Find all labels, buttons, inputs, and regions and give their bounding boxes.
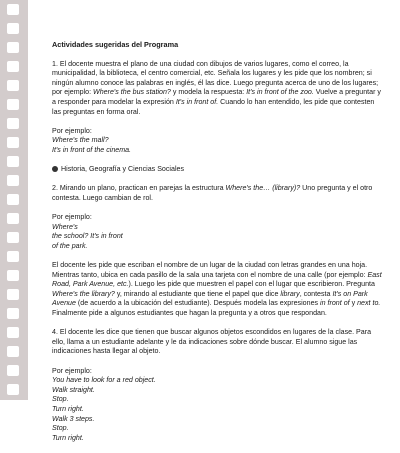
text-run: , contesta	[299, 289, 333, 298]
binder-hole	[7, 4, 19, 15]
binder-hole	[7, 270, 19, 281]
text-run: 2. Mirando un plano, practican en parejas la estructura	[52, 184, 226, 193]
text-run: y, mirando al estudiante que tiene el papel que dice	[114, 289, 281, 298]
example-line: Walk straight.	[52, 385, 95, 394]
italic-run: Where's the library?	[52, 289, 115, 298]
example-line: Stop.	[52, 395, 69, 404]
activity-2-paragraph	[52, 184, 382, 203]
activity-4-paragraph	[52, 328, 382, 357]
binder-hole	[7, 346, 19, 357]
example-line: Where's the mall?	[52, 136, 109, 145]
italic-run: It's in front of the zoo.	[246, 88, 314, 97]
binder-hole	[7, 365, 19, 376]
activity-3-paragraph	[52, 261, 382, 319]
example-line: Stop.	[52, 424, 69, 433]
subject-label: Historia, Geografía y Ciencias Sociales	[61, 165, 185, 174]
example-2	[52, 213, 382, 251]
italic-run: library	[280, 289, 300, 298]
binder-hole	[7, 23, 19, 34]
italic-run: Where's the… (library)?	[225, 184, 301, 193]
italic-run: next to.	[357, 299, 381, 308]
italic-run: It's on Park Avenue	[52, 289, 368, 308]
example-line: the school? It's in front	[52, 232, 123, 241]
binder-hole	[7, 194, 19, 205]
text-run: y	[349, 299, 358, 308]
text-run: (de acuerdo a la ubicación del estudiante). Después modela las expresiones	[75, 299, 321, 308]
example-line: Walk 3 steps.	[52, 414, 95, 423]
binder-hole	[7, 327, 19, 338]
example-line: Turn right.	[52, 433, 84, 442]
page-title: Actividades sugeridas del Programa	[52, 40, 179, 49]
example-1	[52, 127, 382, 156]
text-run: Cuando lo han entendido, les pide que contesten las preguntas en forma oral.	[52, 97, 375, 116]
binder-hole	[7, 308, 19, 319]
example-label: Por ejemplo:	[52, 366, 92, 375]
binder-hole	[7, 137, 19, 148]
binder-hole	[7, 42, 19, 53]
text-run: Uno pregunta y el otro contesta. Luego cambian de rol.	[52, 184, 373, 202]
text-run: ). Luego les pide que muestren el papel con el lugar que escribieron. Pregunta	[128, 280, 375, 289]
text-run: 1. El docente muestra el plano de una ciudad con dibujos de varios lugares, como el correo, la municipalidad, la biblioteca, el centro comercial, etc. Señala los lugares y les pide que los nombren; si ningún alumno conoce las palabras en inglés, él las dice. Luego pregunta acerca de uno de los lugares; por ejemplo:	[52, 59, 379, 97]
binder-hole	[7, 213, 19, 224]
text-run: 4. El docente les dice que tienen que buscar algunos objetos escondidos en lugares de la clase. Para ello, llama a un estudiante adelante y le da indicaciones sobre dónde buscar. El alumno sigue las indicaciones hasta llegar al objeto.	[52, 328, 372, 356]
text-run: y modela la respuesta:	[170, 88, 247, 97]
italic-run: It's in front of.	[175, 97, 219, 106]
example-label: Por ejemplo:	[52, 213, 92, 222]
text-run: Vuelve a preguntar y a responder para modelar la expresión	[52, 88, 381, 106]
binder-hole	[7, 80, 19, 91]
example-line: Where's	[52, 222, 78, 231]
activity-1-paragraph	[52, 60, 382, 118]
italic-run: East Road, Park Avenue, etc.	[52, 270, 382, 289]
example-label: Por ejemplo:	[52, 126, 92, 135]
example-line: of the park.	[52, 241, 88, 250]
binder-hole	[7, 61, 19, 72]
example-line: You have to look for a red object.	[52, 376, 156, 385]
italic-run: in front of	[320, 299, 350, 308]
binder-strip	[0, 0, 28, 400]
document-page	[52, 40, 382, 453]
binder-hole	[7, 118, 19, 129]
bullet-icon	[52, 166, 58, 172]
text-run: Finalmente pide a algunos estudiantes que hagan la pregunta y a otros que respondan.	[52, 309, 327, 318]
text-run: El docente les pide que escriban el nombre de un lugar de la ciudad con letras grandes en una hoja. Mientras tanto, ubica en cada pasillo de la sala una tarjeta con el nombre de una calle (por ejemplo:	[52, 261, 368, 279]
example-line: Turn right.	[52, 404, 84, 413]
binder-hole	[7, 251, 19, 262]
binder-hole	[7, 99, 19, 110]
example-4	[52, 367, 382, 444]
subject-note	[52, 165, 382, 175]
binder-hole	[7, 232, 19, 243]
example-line: It's in front of the cinema.	[52, 145, 132, 154]
binder-hole	[7, 384, 19, 395]
binder-hole	[7, 175, 19, 186]
italic-run: Where's the bus station?	[93, 88, 171, 97]
binder-hole	[7, 156, 19, 167]
binder-hole	[7, 289, 19, 300]
